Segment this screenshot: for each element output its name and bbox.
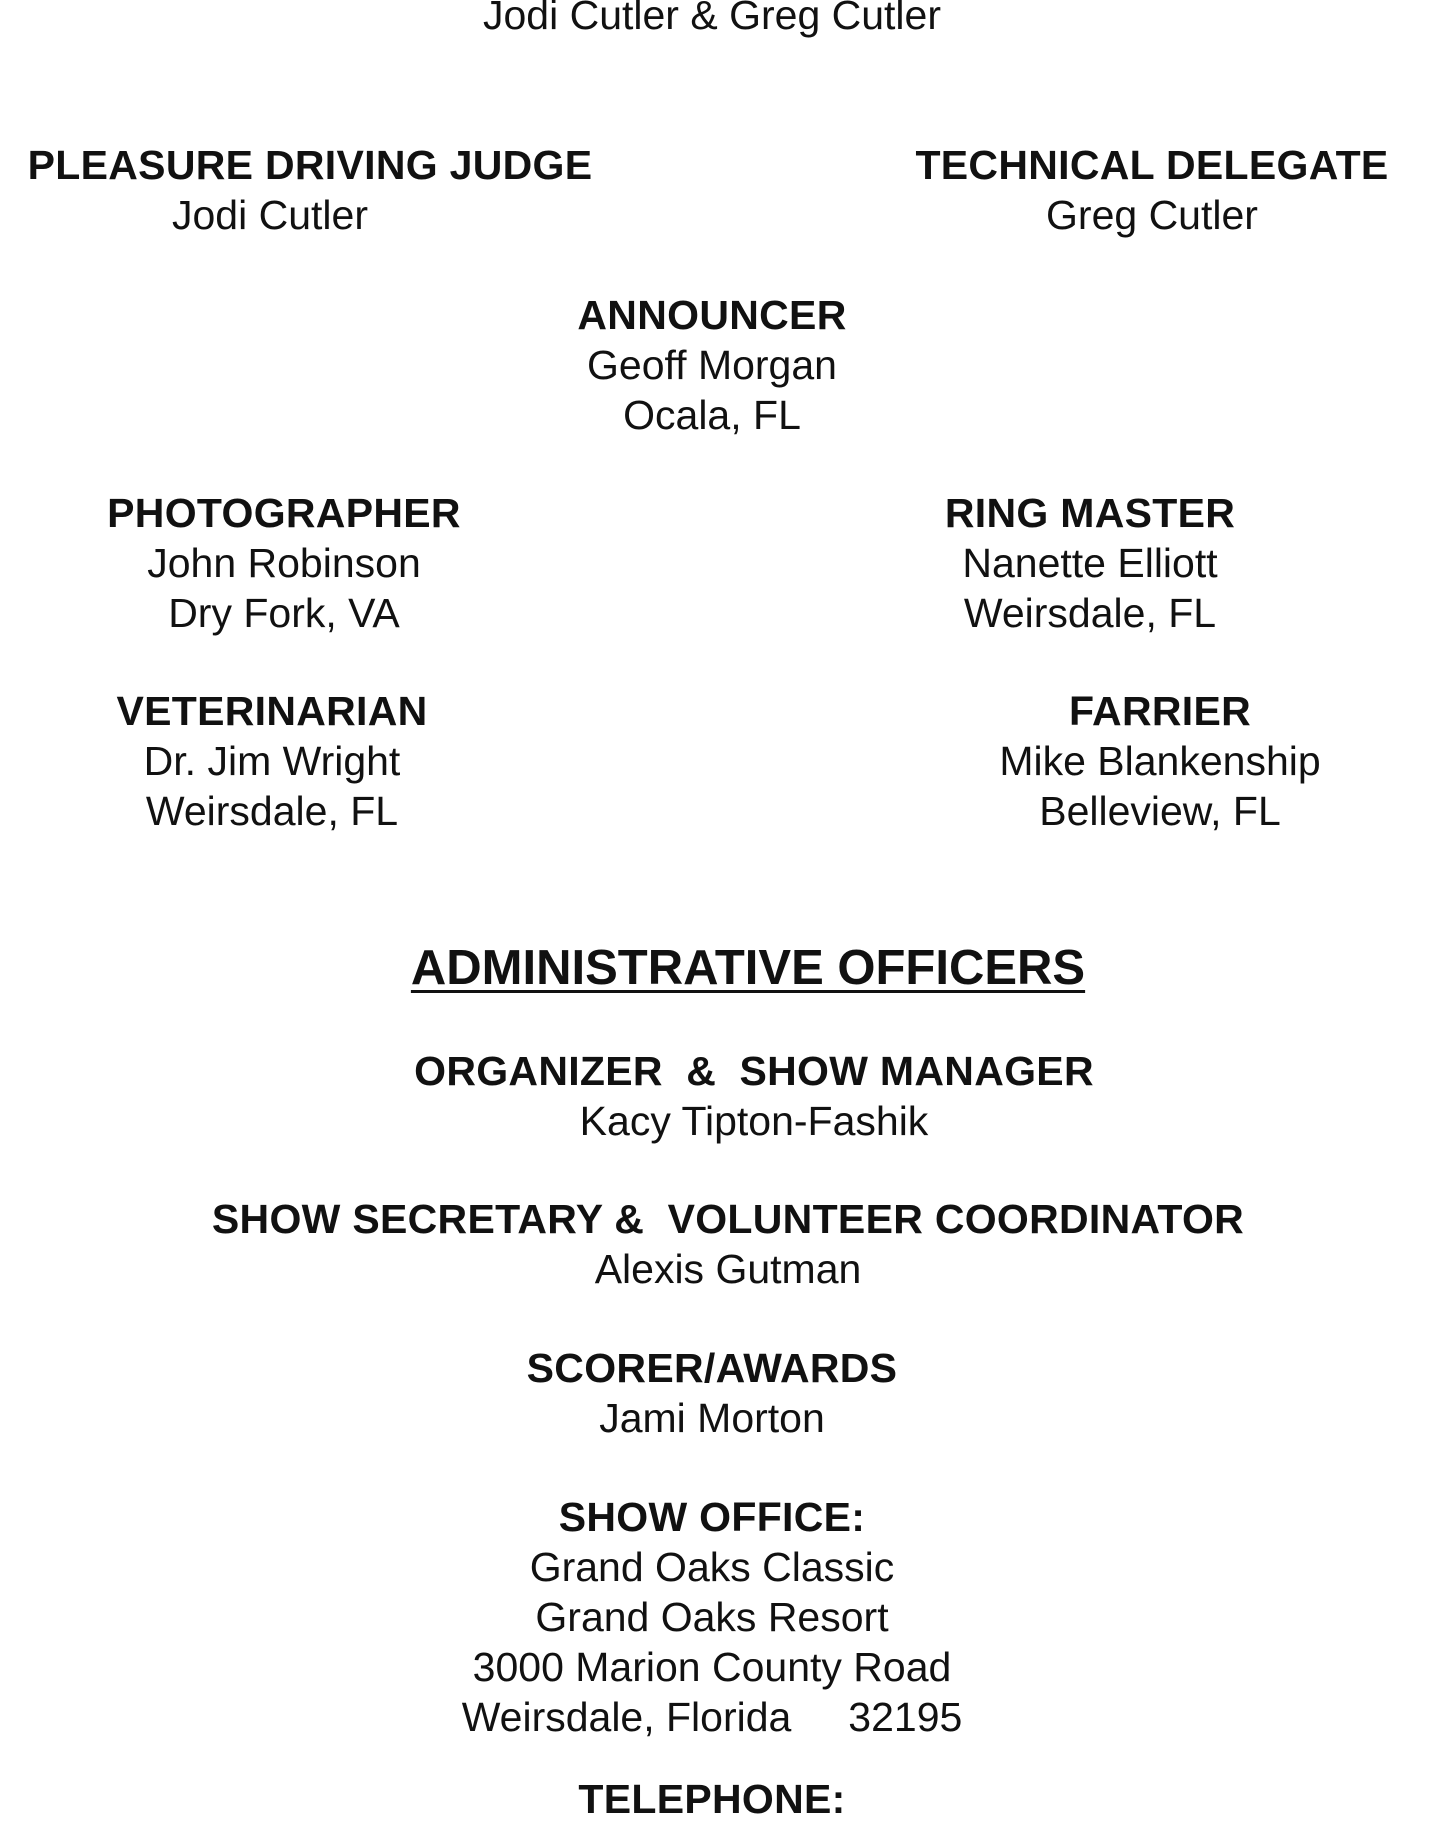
show-office-heading: SHOW OFFICE: bbox=[558, 1494, 866, 1540]
pleasure-judge-name: Jodi Cutler bbox=[172, 192, 368, 238]
farrier-heading: FARRIER bbox=[1068, 688, 1252, 734]
veterinarian-location: Weirsdale, FL bbox=[145, 788, 399, 834]
photographer-name: John Robinson bbox=[147, 540, 421, 586]
organizer-heading: ORGANIZER & SHOW MANAGER bbox=[414, 1048, 1094, 1094]
organizer-block bbox=[414, 1046, 1094, 1146]
show-office-block bbox=[462, 1492, 963, 1742]
secretary-name: Alexis Gutman bbox=[594, 1246, 862, 1292]
telephone-block bbox=[578, 1774, 845, 1824]
veterinarian-block bbox=[116, 686, 427, 836]
telephone-heading: TELEPHONE: bbox=[578, 1776, 846, 1822]
announcer-block bbox=[577, 290, 846, 440]
secretary-heading: SHOW SECRETARY & VOLUNTEER COORDINATOR bbox=[211, 1196, 1245, 1242]
scorer-heading: SCORER/AWARDS bbox=[526, 1345, 898, 1391]
farrier-name: Mike Blankenship bbox=[999, 738, 1321, 784]
announcer-heading: ANNOUNCER bbox=[577, 292, 847, 338]
technical-delegate-name: Greg Cutler bbox=[1046, 192, 1258, 238]
admin-section bbox=[411, 938, 1085, 998]
secretary-block bbox=[212, 1194, 1244, 1294]
top-block bbox=[483, 0, 941, 40]
veterinarian-name: Dr. Jim Wright bbox=[143, 738, 401, 784]
ring-master-block bbox=[945, 488, 1235, 638]
admin-section-title: ADMINISTRATIVE OFFICERS bbox=[410, 941, 1086, 995]
photographer-location: Dry Fork, VA bbox=[168, 590, 400, 636]
scorer-name: Jami Morton bbox=[599, 1395, 825, 1441]
ring-master-location: Weirsdale, FL bbox=[963, 590, 1217, 636]
scorer-block bbox=[527, 1343, 898, 1443]
photographer-heading: PHOTOGRAPHER bbox=[107, 490, 461, 536]
technical-delegate-block bbox=[915, 140, 1388, 240]
veterinarian-heading: VETERINARIAN bbox=[116, 688, 428, 734]
pleasure-judge-block bbox=[28, 140, 593, 240]
show-office-line-2: Grand Oaks Resort bbox=[535, 1594, 889, 1640]
announcer-location: Ocala, FL bbox=[623, 392, 801, 438]
farrier-block bbox=[999, 686, 1320, 836]
organizer-name: Kacy Tipton-Fashik bbox=[579, 1098, 929, 1144]
announcer-name: Geoff Morgan bbox=[587, 342, 837, 388]
show-office-line-1: Grand Oaks Classic bbox=[529, 1544, 895, 1590]
farrier-location: Belleview, FL bbox=[1039, 788, 1281, 834]
photographer-block bbox=[107, 488, 461, 638]
ring-master-name: Nanette Elliott bbox=[962, 540, 1218, 586]
show-office-line-4: Weirsdale, Florida 32195 bbox=[461, 1694, 963, 1740]
pleasure-judge-heading: PLEASURE DRIVING JUDGE bbox=[27, 142, 593, 188]
show-office-line-3: 3000 Marion County Road bbox=[472, 1644, 952, 1690]
top-block-names: Jodi Cutler & Greg Cutler bbox=[482, 0, 942, 38]
ring-master-heading: RING MASTER bbox=[944, 490, 1236, 536]
technical-delegate-heading: TECHNICAL DELEGATE bbox=[915, 142, 1389, 188]
